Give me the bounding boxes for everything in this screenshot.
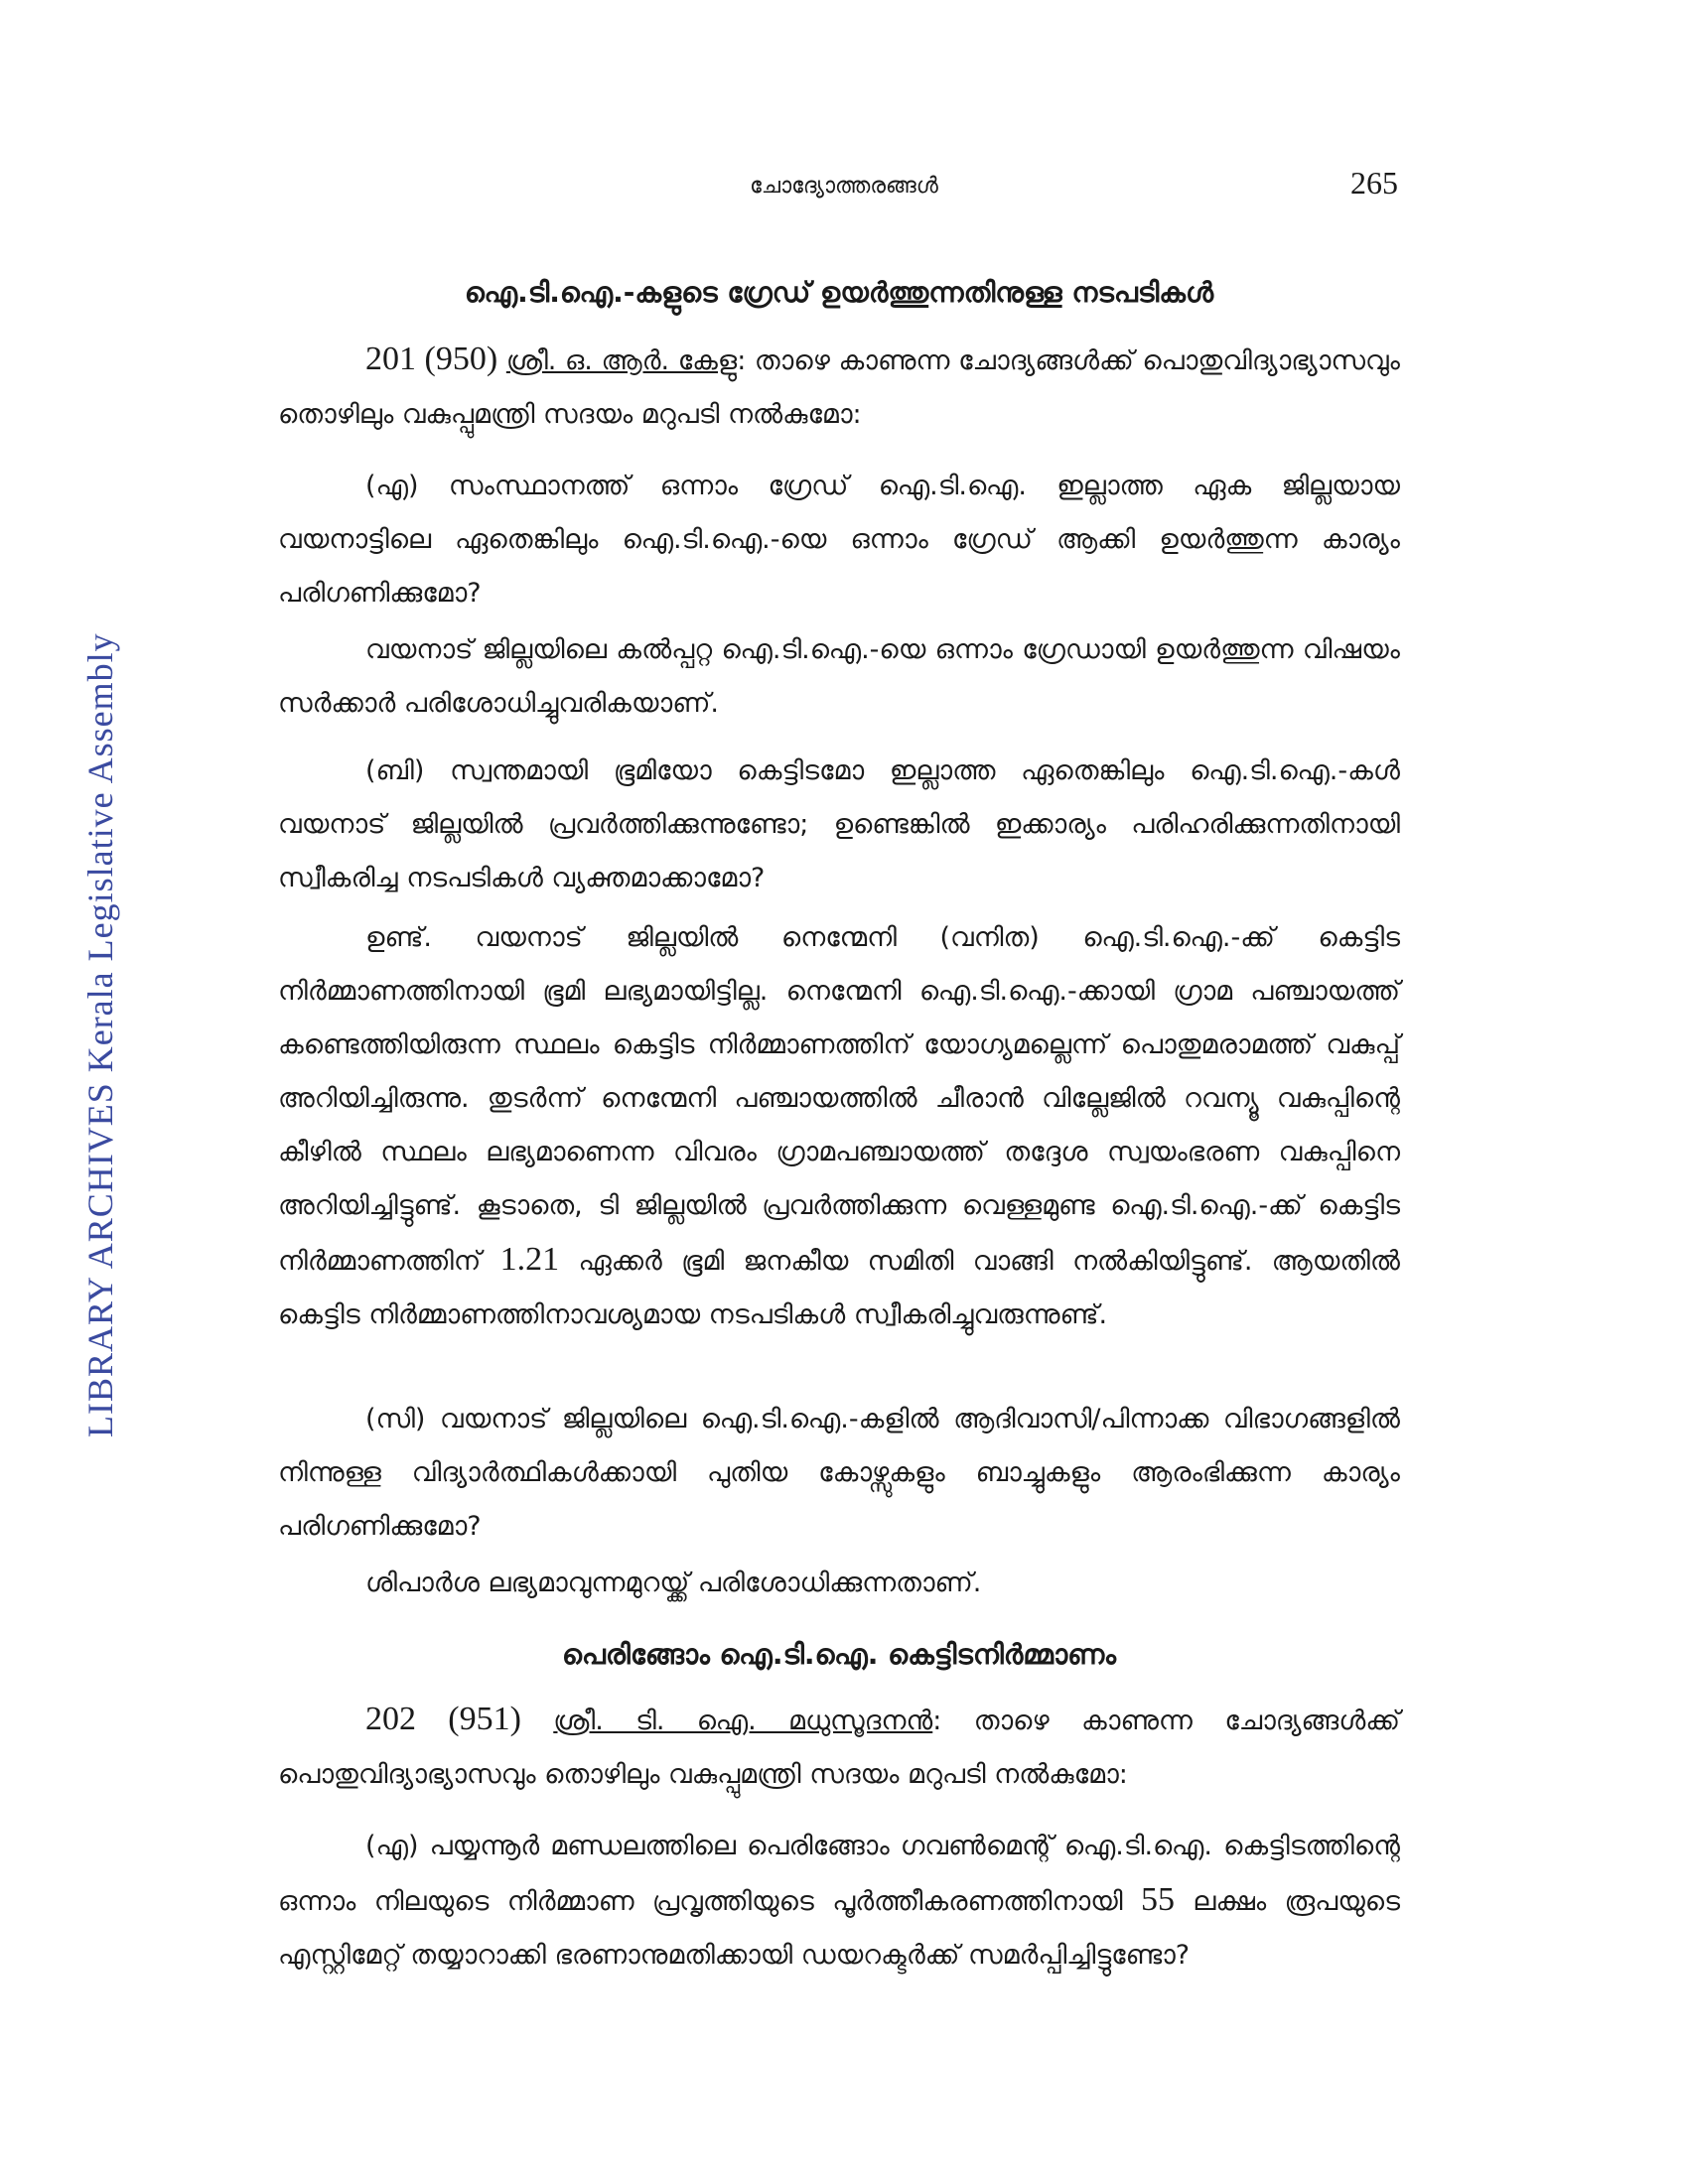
archive-watermark: LIBRARY ARCHIVES Kerala Legislative Assembly bbox=[80, 632, 120, 1437]
section-heading-iti-grade: ഐ.ടി.ഐ.-കളുടെ ഗ്രേഡ് ഉയർത്തുന്നതിനുള്ള നടപടികൾ bbox=[464, 276, 1214, 309]
member-name: ശ്രീ. ടി. ഐ. മധുസൂദനൻ bbox=[553, 1706, 933, 1736]
page-number: 265 bbox=[1350, 165, 1398, 201]
answer-text-part1: ഉണ്ട്. വയനാട് ജില്ലയിൽ നെന്മേനി (വനിത) ഐ.ടി.ഐ.-ക്ക് കെട്ടിട നിർമ്മാണത്തിനായി ഭൂമി ലഭ്യമായിട്ടില്ല. നെന്മേനി ഐ.ടി.ഐ.-ക്കായി ഗ്രാമ പഞ്ചായത്ത് കണ്ടെത്തിയിരുന്ന സ്ഥലം കെട്ടിട നിർമ്മാണത്തിന് യോഗ്യമല്ലെന്ന് പൊതുമരാമത്ത് വകുപ്പ് അറിയിച്ചിരുന്നു. തുടർന്ന് നെന്മേനി പഞ്ചായത്തിൽ ചീരാൻ വില്ലേജിൽ റവന്യൂ വകുപ്പിന്റെ കീഴിൽ സ്ഥലം ലഭ്യമാണെന്ന വിവരം ഗ്രാമപഞ്ചായത്ത് തദ്ദേശ സ്വയംഭരണ വകുപ്പിനെ അറിയിച്ചിട്ടുണ്ട്. കൂടാതെ, ടി ജില്ലയിൽ പ്രവർത്തിക്കുന്ന വെള്ളമുണ്ട ഐ.ടി.ഐ.-ക്ക് കെട്ടിട നിർമ്മാണത്തിന് bbox=[278, 922, 1400, 1277]
answer-text-part2: ഏക്കർ ഭൂമി ജനകീയ സമിതി വാങ്ങി നൽകിയിട്ടുണ്ട്. ആയതിൽ കെട്ടിട നിർമ്മാണത്തിനാവശ്യമായ നടപടികൾ സ്വീകരിച്ചുവരുന്നുണ്ട്. bbox=[278, 1246, 1400, 1330]
answer-201-c: ശിപാർശ ലഭ്യമാവുന്നമുറയ്ക്ക് പരിശോധിക്കുന്നതാണ്. bbox=[365, 1568, 982, 1598]
acre-value: 1.21 bbox=[499, 1241, 560, 1278]
section-heading-peringome-iti: പെരിങ്ങോം ഐ.ടി.ഐ. കെട്ടിടനിർമ്മാണം bbox=[561, 1638, 1117, 1671]
question-text-part1: (എ) പയ്യന്നൂർ മണ്ഡലത്തിലെ പെരിങ്ങോം ഗവൺമെന്റ് ഐ.ടി.ഐ. കെട്ടിടത്തിന്റെ ഒന്നാം നിലയുടെ നിർമ്മാണ പ്രവൃത്തിയുടെ പൂർത്തീകരണത്തിനായി bbox=[278, 1831, 1400, 1917]
question-201-a: (എ) സംസ്ഥാനത്ത് ഒന്നാം ഗ്രേഡ് ഐ.ടി.ഐ. ഇല്ലാത്ത ഏക ജില്ലയായ വയനാട്ടിലെ ഏതെങ്കിലും ഐ.ടി.ഐ.-യെ ഒന്നാം ഗ്രേഡ് ആക്കി ഉയർത്തുന്ന കാര്യം പരിഗണിക്കുമോ? bbox=[278, 471, 1400, 609]
question-intro-text: : താഴെ കാണുന്ന ചോദ്യങ്ങൾക്ക് പൊതുവിദ്യാഭ്യാസവും തൊഴിലും വകുപ്പുമന്ത്രി സദയം മറുപടി നൽകുമോ: bbox=[278, 345, 1400, 430]
answer-201-b bbox=[278, 911, 1400, 1342]
member-name: ശ്രീ. ഒ. ആർ. കേളു bbox=[505, 345, 738, 376]
question-201-b: (ബി) സ്വന്തമായി ഭൂമിയോ കെട്ടിടമോ ഇല്ലാത്ത ഏതെങ്കിലും ഐ.ടി.ഐ.-കൾ വയനാട് ജില്ലയിൽ പ്രവർത്തിക്കുന്നുണ്ടോ; ഉണ്ടെങ്കിൽ ഇക്കാര്യം പരിഹരിക്കുന്നതിനായി സ്വീകരിച്ച നടപടികൾ വ്യക്തമാക്കാമോ? bbox=[278, 755, 1400, 893]
question-202-a bbox=[278, 1820, 1400, 1982]
question-number: 201 (950) bbox=[365, 341, 498, 377]
question-text-part2: ലക്ഷം രൂപയുടെ എസ്റ്റിമേറ്റ് തയ്യാറാക്കി ഭരണാനുമതിക്കായി ഡയറക്ടർക്ക് സമർപ്പിച്ചിട്ടുണ്ടോ? bbox=[278, 1886, 1400, 1971]
question-intro-text: : താഴെ കാണുന്ന ചോദ്യങ്ങൾക്ക് പൊതുവിദ്യാഭ്യാസവും തൊഴിലും വകുപ്പുമന്ത്രി സദയം മറുപടി നൽകുമോ: bbox=[278, 1706, 1400, 1790]
answer-201-a: വയനാട് ജില്ലയിലെ കൽപ്പറ്റ ഐ.ടി.ഐ.-യെ ഒന്നാം ഗ്രേഡായി ഉയർത്തുന്ന വിഷയം സർക്കാർ പരിശോധിച്ചുവരികയാണ്. bbox=[278, 634, 1400, 719]
running-header-title: ചോദ്യോത്തരങ്ങൾ bbox=[750, 174, 938, 199]
question-201-c: (സി) വയനാട് ജില്ലയിലെ ഐ.ടി.ഐ.-കളിൽ ആദിവാസി/പിന്നാക്ക വിഭാഗങ്ങളിൽ നിന്നുള്ള വിദ്യാർത്ഥികൾക്കായി പുതിയ കോഴ്സുകളും ബാച്ചുകളും ആരംഭിക്കുന്ന കാര്യം പരിഗണിക്കുമോ? bbox=[278, 1404, 1400, 1542]
question-202-intro bbox=[278, 1693, 1400, 1802]
question-number: 202 (951) bbox=[365, 1701, 521, 1737]
lakh-value: 55 bbox=[1140, 1881, 1175, 1918]
question-201-intro bbox=[278, 333, 1400, 442]
